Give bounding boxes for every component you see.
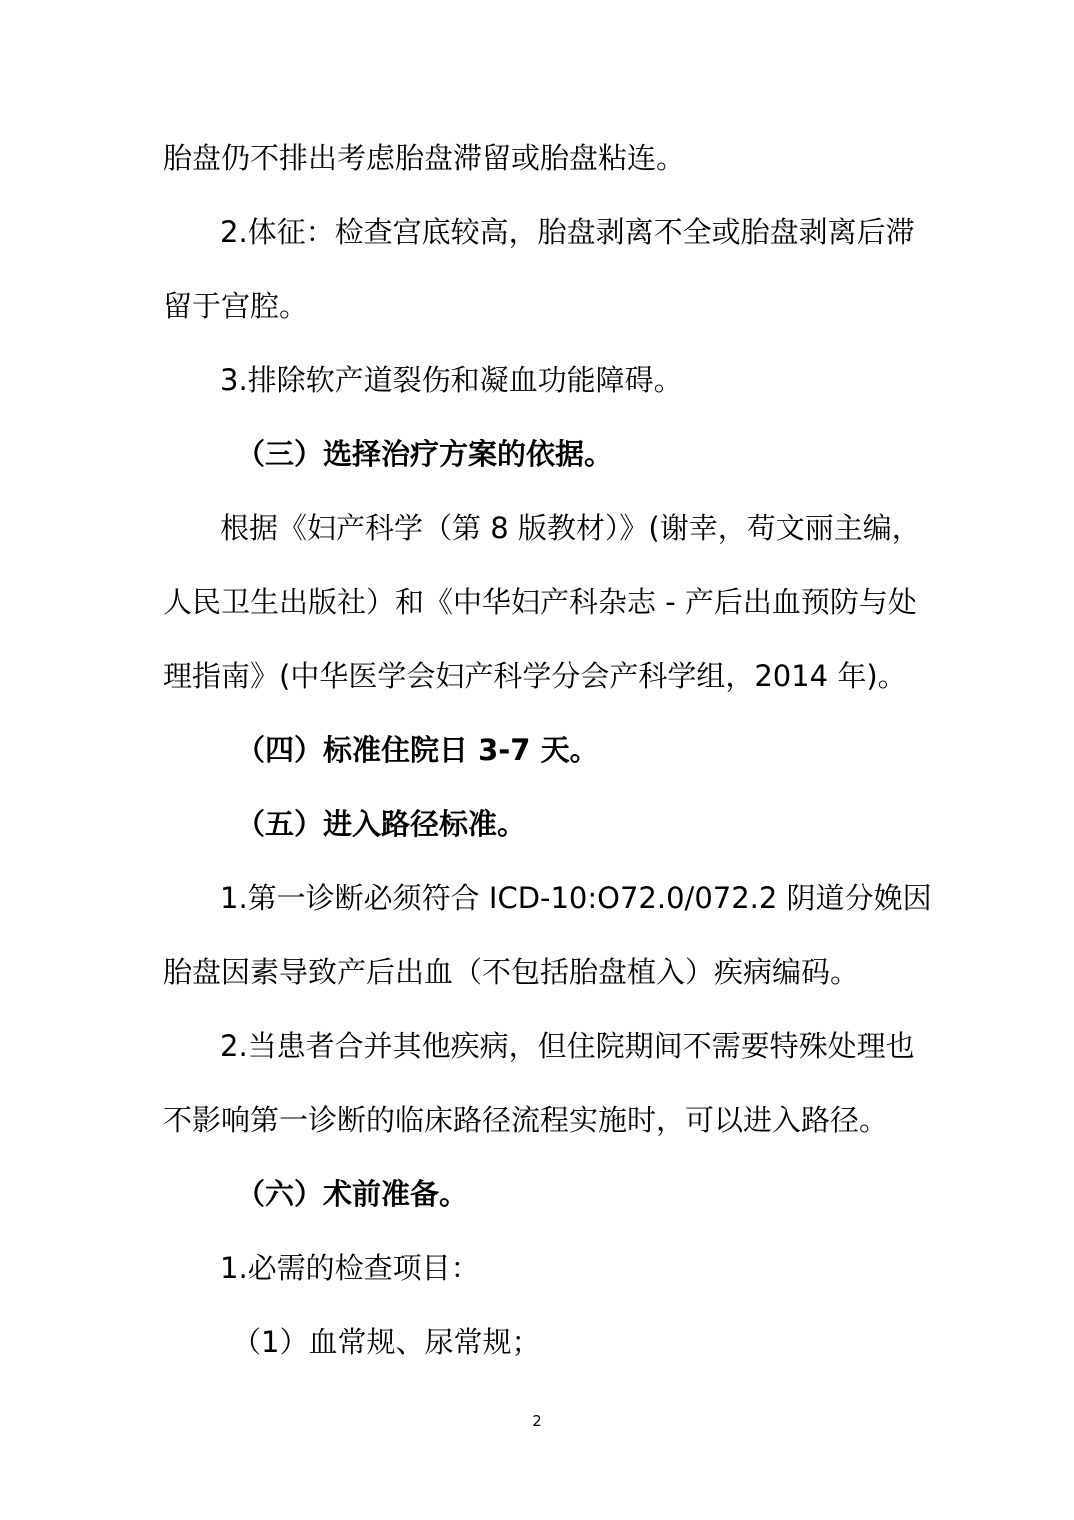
paragraph-line: 胎盘仍不排出考虑胎盘滞留或胎盘粘连。 bbox=[163, 141, 686, 175]
section-heading: （三）选择治疗方案的依据。 bbox=[236, 437, 614, 471]
paragraph-line: 2.当患者合并其他疾病，但住院期间不需要特殊处理也 bbox=[220, 1029, 915, 1063]
paragraph-line: 胎盘因素导致产后出血（不包括胎盘植入）疾病编码。 bbox=[163, 955, 860, 989]
section-heading: （五）进入路径标准。 bbox=[236, 807, 527, 841]
paragraph-line: 理指南》(中华医学会妇产科学分会产科学组，2014 年)。 bbox=[163, 659, 907, 693]
paragraph-line: 2.体征：检查宫底较高，胎盘剥离不全或胎盘剥离后滞 bbox=[220, 215, 915, 249]
paragraph-line: 3.排除软产道裂伤和凝血功能障碍。 bbox=[220, 363, 683, 397]
section-heading: （六）术前准备。 bbox=[236, 1177, 469, 1211]
paragraph-line: 1.第一诊断必须符合 ICD-10:O72.0/072.2 阴道分娩因 bbox=[220, 881, 932, 915]
paragraph-line: 人民卫生出版社）和《中华妇产科杂志 - 产后出血预防与处 bbox=[163, 585, 917, 619]
page-number: 2 bbox=[532, 1412, 542, 1430]
paragraph-line: 不影响第一诊断的临床路径流程实施时，可以进入路径。 bbox=[163, 1103, 889, 1137]
paragraph-line: 留于宫腔。 bbox=[163, 289, 309, 323]
paragraph-line: 1.必需的检查项目： bbox=[220, 1251, 480, 1285]
section-heading: （四）标准住院日 3-7 天。 bbox=[236, 733, 599, 767]
paragraph-line: 根据《妇产科学（第 8 版教材）》(谢幸，苟文丽主编， bbox=[220, 511, 921, 545]
list-item: （1）血常规、尿常规； bbox=[232, 1325, 541, 1359]
